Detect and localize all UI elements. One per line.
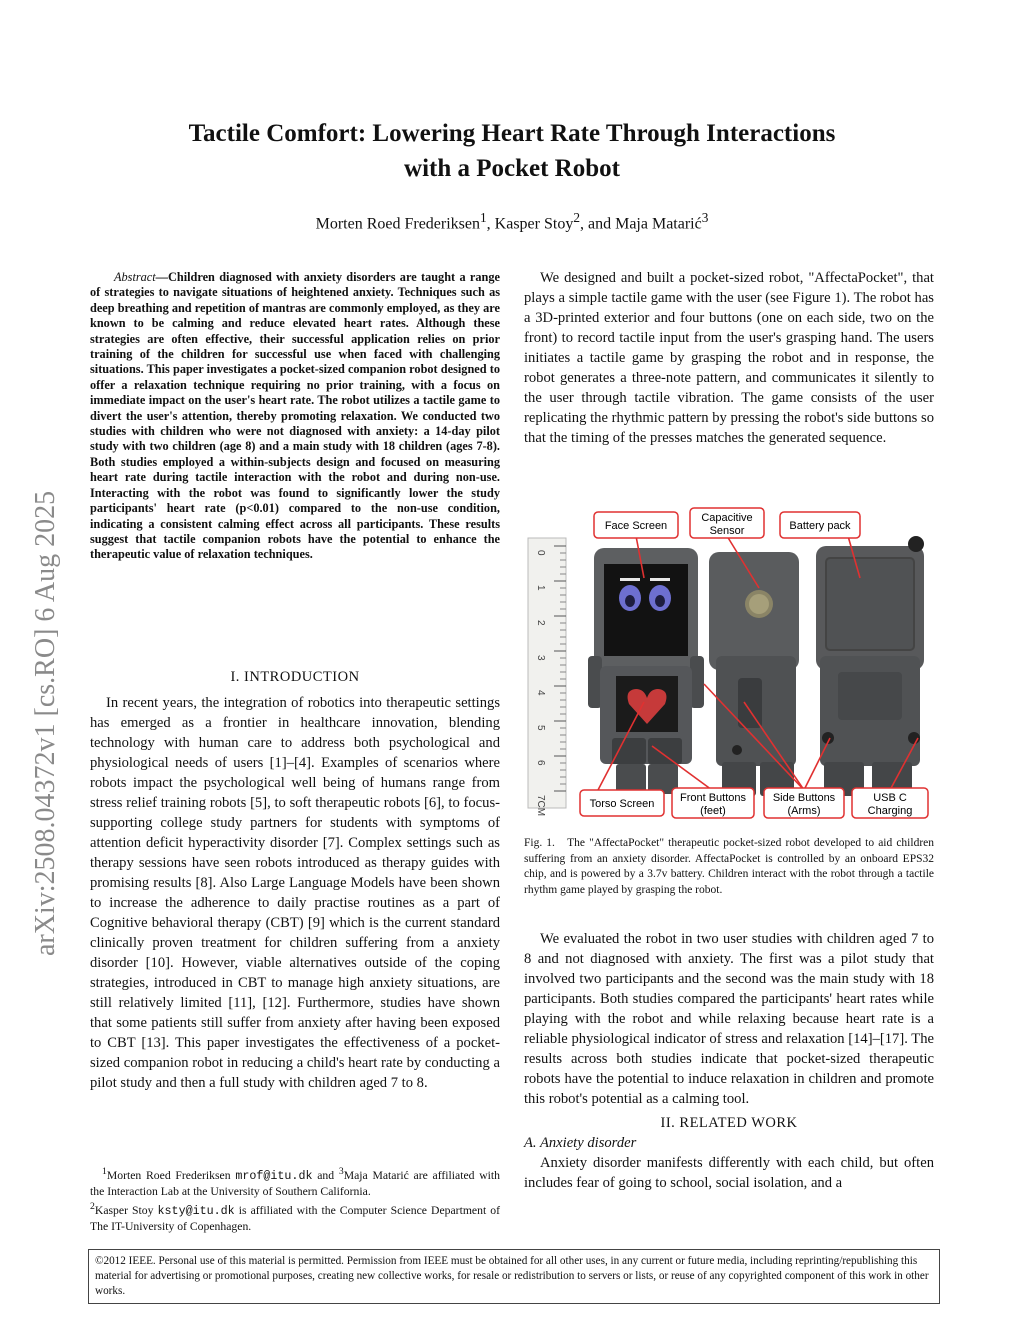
section-heading-related-work: II. RELATED WORK (660, 1115, 798, 1131)
right-column-top (524, 268, 934, 448)
robot-front-view (588, 548, 704, 794)
ruler-tick-label: 4 (535, 690, 546, 696)
abstract-dash: — (155, 270, 168, 284)
ruler-tick-label: 7CM (535, 795, 546, 817)
figure-caption (524, 836, 934, 898)
footnote-text-1: Morten Roed Frederiksen (106, 1168, 236, 1182)
author-3-mark: 3 (701, 210, 709, 225)
footnote-text-3: Maja Matarić are affiliated with the Interaction Lab at the University of Southern California. (90, 1168, 501, 1198)
label-front-buttons-2: (feet) (700, 805, 726, 817)
label-capacitive-2: Sensor (709, 525, 745, 537)
author-1: Morten Roed Frederiksen (315, 215, 480, 233)
callout-capacitive-sensor (690, 508, 764, 538)
abstract-text: Children diagnosed with anxiety disorders are taught a range of strategies to navigate situations of heightened anxiety. Techniques such as deep breathing and repetition of mantras are commonly employed, as they are known to be calming and reduce elevated heart rates. Although these strategies are often effective, their successful application relies on prior training of the children for successful use when faced with challenging situations. This paper investigates a pocket-sized companion robot designed to offer a relaxation technique requiring no prior training, with a focus on immediate impact on the user's heart rate. The robot utilizes a tactile game to divert the user's attention, thereby promoting relaxation. We conducted two studies with children who were not diagnosed with anxiety: a 14-day pilot study with two children (age 8) and a main study with 18 children (ages 7-8). Both studies employed a within-subjects design and focused on measuring heart rate during tactile interaction with the robot and during non-use. Interacting with the robot was found to significantly lower the study participants' heart rate (p<0.01) compared to the non-use condition, indicating a consistent calming effect across all participants. These results suggest that tactile companion robots have the potential to enhance the therapeutic value of relaxation techniques. (90, 270, 500, 562)
abstract-label: Abstract (114, 270, 156, 284)
author-1-mark: 1 (480, 210, 487, 225)
footnote-text-5: is affiliated with the Computer Science Department of The IT-University of Copenhagen. (90, 1203, 500, 1233)
figure-robot (524, 506, 934, 820)
callout-face-screen (594, 512, 678, 538)
label-face-screen: Face Screen (604, 520, 668, 532)
ruler-tick-label: 2 (535, 620, 546, 626)
label-torso-screen: Torso Screen (589, 798, 655, 810)
caption-text: The "AffectaPocket" therapeutic pocket-sized robot developed to aid children suffering from an anxiety disorder. AffectaPocket is controlled by an onboard EPS32 chip, and is powered by a 3.7v battery. Children interact with the robot through a tactile rhythm game played by grasping the robot. (524, 837, 935, 896)
footnote-email-2: ksty@itu.dk (157, 1203, 235, 1218)
arxiv-stamp (14, 378, 68, 958)
introduction (90, 667, 500, 1093)
author-3: , and Maja Matarić (580, 215, 702, 233)
paper-title (100, 116, 924, 186)
footnote-mark-1: 1 (102, 1166, 107, 1177)
author-2-mark: 2 (573, 210, 580, 225)
robot-side-view (709, 552, 799, 796)
author-list (100, 210, 924, 233)
label-battery-pack: Battery pack (789, 520, 851, 532)
label-capacitive-1: Capacitive (701, 512, 753, 524)
section-heading-introduction: I. INTRODUCTION (230, 669, 360, 685)
title-line-1: Tactile Comfort: Lowering Heart Rate Through Interactions (188, 120, 836, 147)
anxiety-paragraph: Anxiety disorder manifests differently with each child, but often includes fear of going to school, social isolation, and a (524, 1155, 934, 1191)
intro-paragraph: In recent years, the integration of robotics into therapeutic settings has emerged as a frontier in healthcare innovation, blending technology with human care to address both psychological and physiological needs of users [1]–[4]. Examples of scenarios where robots impact the psychological well being of humans range from stress relief training robots [5], to soft therapeutic robots [6], to focus-supporting college study partners for students with symptoms of attention deficit hyperactivity disorder [7]. Complex settings such as therapy sessions have seen robots introduced as therapy guides with promising results [8]. Also Large Language Models have been shown to increase the adherence to daily practise routines as a part of Cognitive behavioral therapy (CBT) [9] which is the current standard clinically proven treatment for children suffering from a anxiety disorder [10]. However, viable alternatives outside of the coping strategies, introduced in CBT to manage high anxiety situations, are still relatively limited [11], [12]. Furthermore, studies have shown that some patients still suffer from anxiety after having been exposed to CBT [13]. This paper investigates the effectiveness of a pocket-sized companion robot in reducing a child's heart rate by conducting a pilot study and then a full study with children aged 7 to 8. (90, 695, 500, 1091)
footnote-text-2: and (312, 1168, 339, 1182)
label-side-buttons-2: (Arms) (787, 805, 821, 817)
ruler-tick-label: 0 (535, 550, 546, 556)
label-side-buttons-1: Side Buttons (772, 792, 836, 804)
callout-battery-pack (780, 512, 860, 538)
right-column-bottom (524, 929, 934, 1193)
label-front-buttons-1: Front Buttons (679, 792, 747, 804)
callout-usbc (852, 788, 928, 818)
footnote-text-4: Kasper Stoy (94, 1203, 158, 1217)
footnote-mark-3: 3 (338, 1166, 344, 1177)
ruler-tick-label: 3 (535, 655, 546, 661)
callout-front-buttons (672, 788, 754, 818)
design-paragraph: We designed and built a pocket-sized robot, "AffectaPocket", that plays a simple tactile game with the user (see Figure 1). The robot has a 3D-printed exterior and four buttons (one on each side, two on the front) to record tactile input from the user's grasping hand. The users initiates a tactile game by grasping the robot and in response, the robot generates a three-note pattern, and communicates it silently to the user through tactile vibration. The game consists of the user replicating the rhythmic pattern by pressing the robot's side buttons so that the timing of the presses matches the generated sequence. (524, 270, 934, 446)
ruler-tick-label: 1 (535, 585, 546, 591)
label-usbc-1: USB C (873, 792, 907, 804)
caption-label: Fig. 1. (524, 837, 555, 849)
arxiv-id: arXiv:2508.04372v1 [cs.RO] 6 Aug 2025 (30, 490, 61, 956)
subsection-heading-anxiety: A. Anxiety disorder (524, 1135, 637, 1151)
evaluation-paragraph: We evaluated the robot in two user studies with children aged 7 to 8 and not diagnosed with anxiety. The first was a pilot study that involved two participants and the second was the main study with 18 participants. Both studies compared the participants' heart rates while playing with the robot and while relaxing because heart rate is a reliable physiological indicator of stress and relaxation [14]–[17]. The results across both studies indicate that pocket-sized therapeutic robots have the potential to induce relaxation in children and promote this robot's potential as a calming tool. (524, 931, 934, 1107)
ruler (528, 538, 566, 816)
callout-torso-screen (580, 790, 664, 816)
author-2: , Kasper Stoy (486, 215, 574, 233)
callout-side-buttons (764, 788, 844, 818)
ruler-tick-label: 5 (535, 725, 546, 731)
footnote (90, 1164, 500, 1234)
ruler-tick-label: 6 (535, 760, 546, 766)
title-line-2: with a Pocket Robot (404, 155, 620, 182)
footnote-email-1: mrof@itu.dk (235, 1168, 313, 1183)
footnote-mark-2: 2 (90, 1200, 95, 1212)
label-usbc-2: Charging (867, 805, 913, 817)
copyright-notice: ©2012 IEEE. Personal use of this material is permitted. Permission from IEEE must be obtained for all other uses, in any current or future media, including reprinting/republishing this material for advertising or promotional purposes, creating new collective works, for resale or redistribution to servers or lists, or reuse of any copyrighted component of this work in other works. (88, 1249, 940, 1304)
abstract (90, 270, 500, 563)
